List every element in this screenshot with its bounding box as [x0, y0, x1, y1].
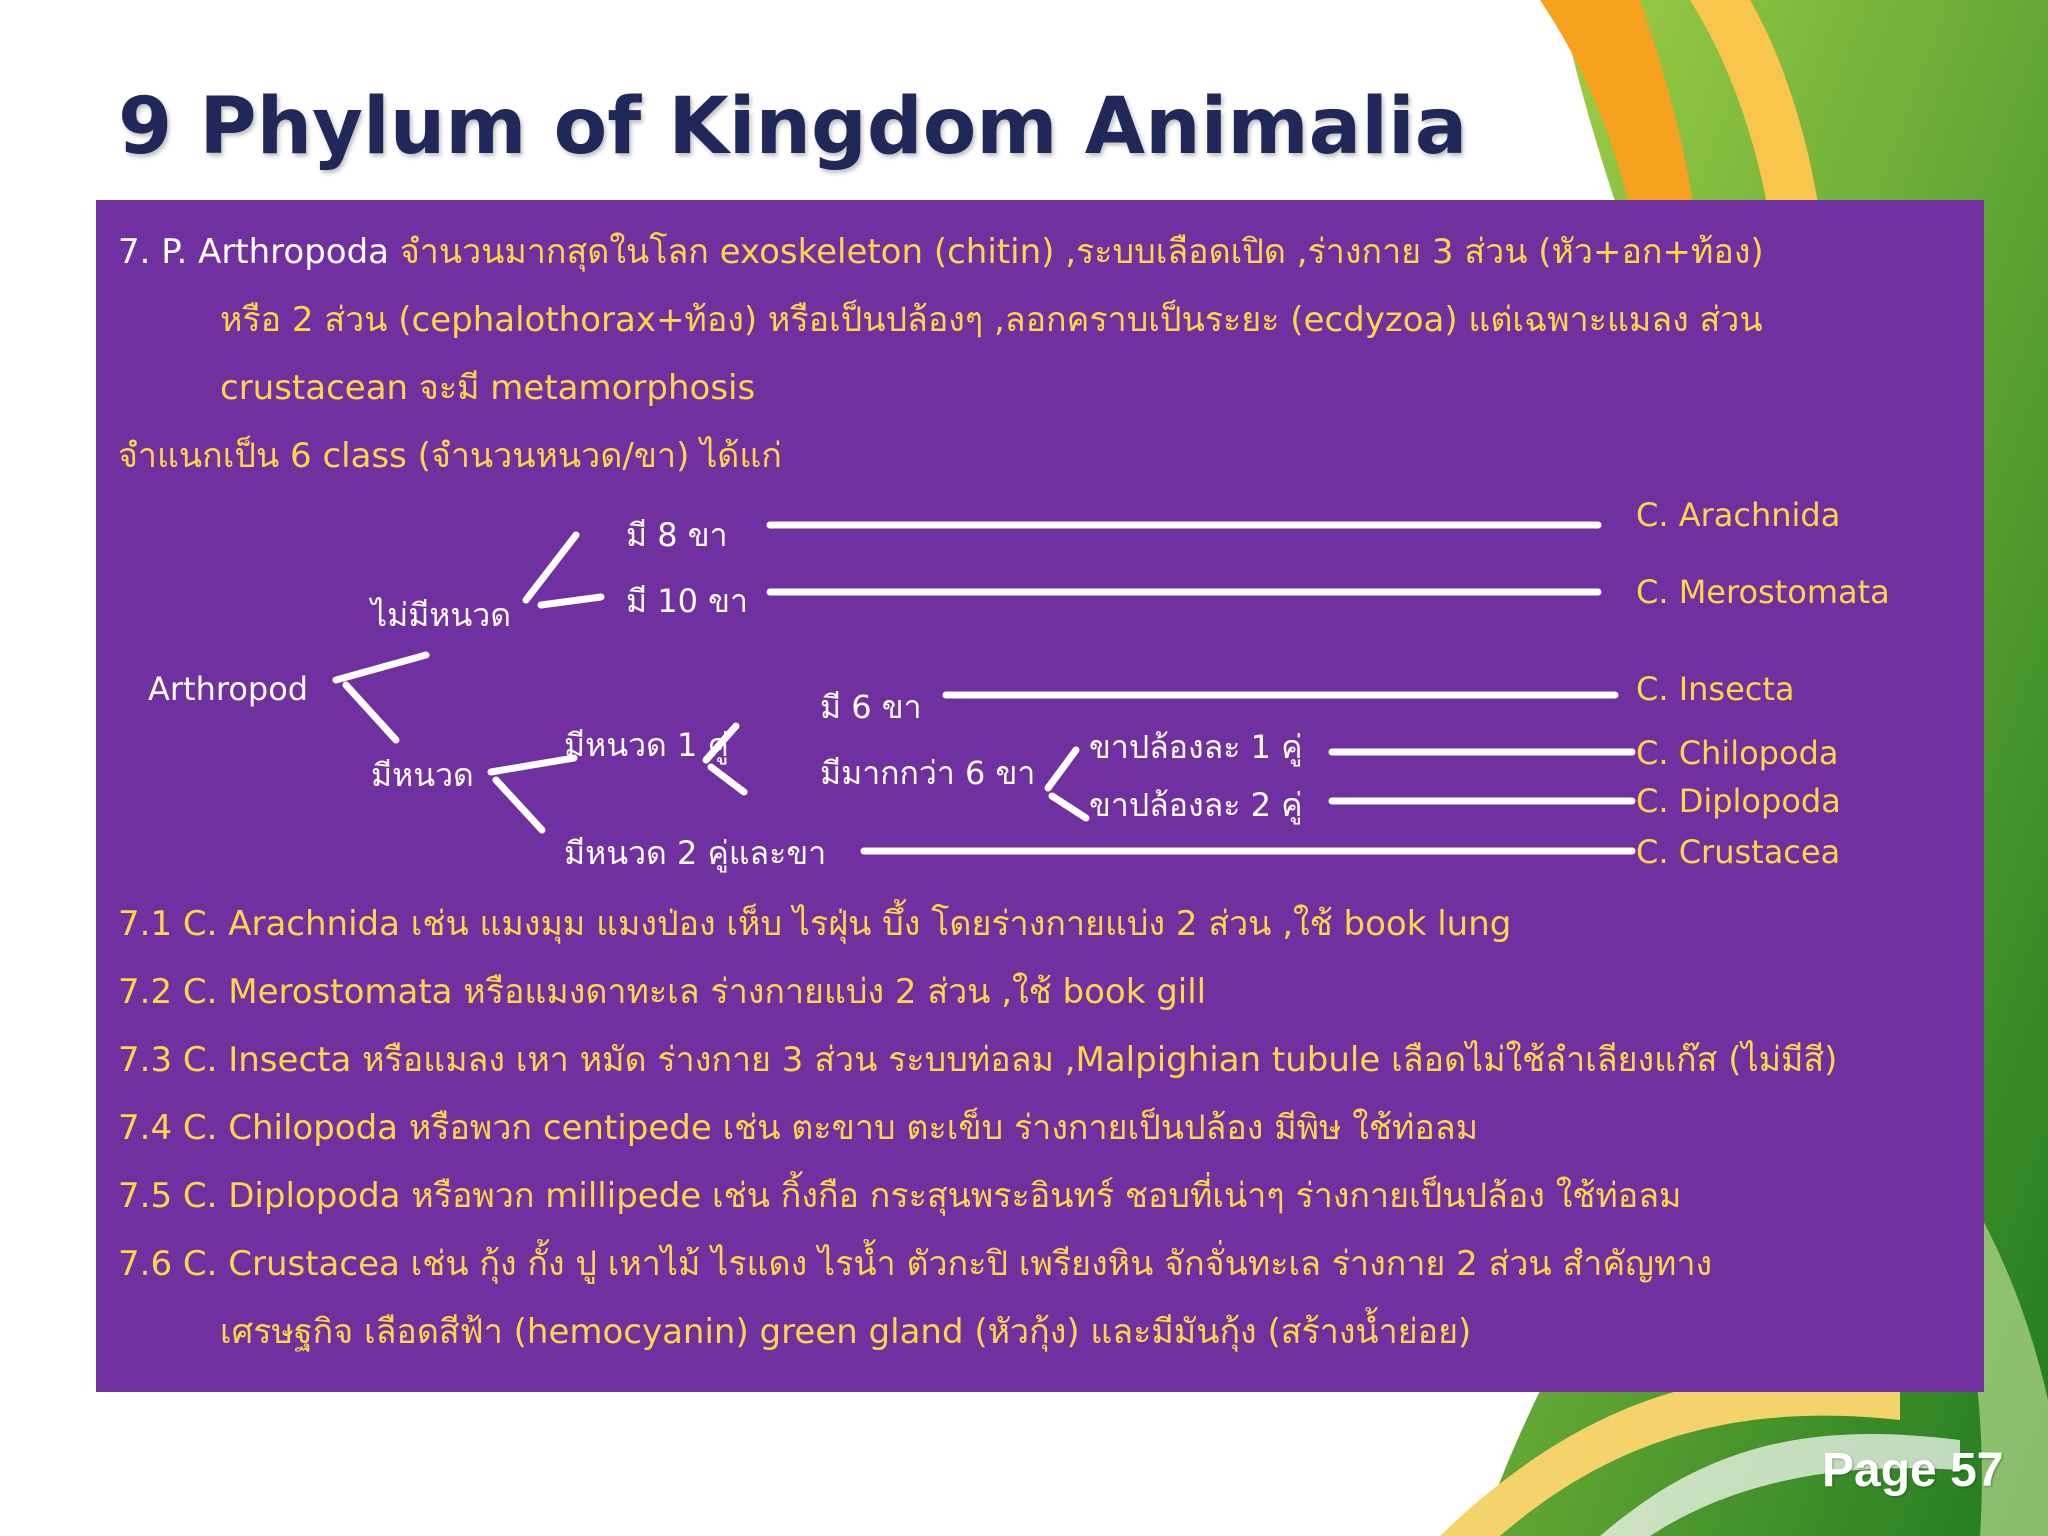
example-line: 7.3 C. Insecta หรือแมลง เหา หมัด ร่างกาย 3 ส่วน ระบบท่อลม ,Malpighian tubule เลือดไม่ใช้ลำเลียงแก๊ส (ไม่มีสี): [118, 1040, 1838, 1080]
intro-line-1-text: จำนวนมากสุดในโลก exoskeleton (chitin) ,ระบบเลือดเปิด ,ร่างกาย 3 ส่วน (หัว+อก+ท้อง): [389, 232, 1764, 272]
slide-title: 9 Phylum of Kingdom Animalia: [118, 82, 1468, 172]
branch-no-antenna-upper: [526, 535, 576, 600]
intro-line-4: จำแนกเป็น 6 class (จำนวนหนวด/ขา) ได้แก่: [118, 436, 782, 476]
class-insecta: C. Insecta: [1636, 670, 1795, 708]
intro-line-1: [118, 218, 1978, 286]
branch-root-lower: [346, 685, 396, 740]
phylum-name: 7. P. Arthropoda: [118, 232, 390, 272]
example-line: 7.1 C. Arachnida เช่น แมงมุม แมงป่อง เห็บ ไรฝุ่น บึ้ง โดยร่างกายแบ่ง 2 ส่วน ,ใช้ book lung: [118, 904, 1512, 944]
pair-2-per-segment-label: ขาปล้องละ 2 คู่: [1089, 786, 1303, 824]
example-line: 7.2 C. Merostomata หรือแมงดาทะเล ร่างกายแบ่ง 2 ส่วน ,ใช้ book gill: [118, 972, 1207, 1012]
class-merostomata: C. Merostomata: [1636, 573, 1890, 611]
example-line: 7.4 C. Chilopoda หรือพวก centipede เช่น ตะขาบ ตะเข็บ ร่างกายเป็นปล้อง มีพิษ ใช้ท่อลม: [118, 1108, 1479, 1148]
tree-root-label: Arthropod: [148, 670, 309, 708]
intro-line-3: crustacean จะมี metamorphosis: [220, 368, 756, 408]
has-antenna-label: มีหนวด: [371, 756, 474, 794]
more-than-6-legs-label: มีมากกว่า 6 ขา: [820, 754, 1036, 792]
intro-line-2: หรือ 2 ส่วน (cephalothorax+ท้อง) หรือเป็นปล้องๆ ,ลอกคราบเป็นระยะ (ecdyzoa) แต่เฉพาะแมลง ส่วน: [220, 300, 1763, 340]
class-crustacea: C. Crustacea: [1636, 833, 1841, 871]
page-number: Page 57: [1822, 1444, 2004, 1497]
branch-no-antenna-lower: [541, 597, 601, 605]
antenna-1-pair-label: มีหนวด 1 คู่: [564, 726, 729, 764]
legs-10-label: มี 10 ขา: [626, 582, 748, 620]
legs-8-label: มี 8 ขา: [626, 516, 728, 554]
phylum-intro: [118, 218, 1978, 490]
class-diplopoda: C. Diplopoda: [1636, 782, 1841, 820]
class-arachnida: C. Arachnida: [1636, 496, 1841, 534]
pair-1-per-segment-label: ขาปล้องละ 1 คู่: [1089, 728, 1303, 766]
branch-more-legs-upper: [1048, 750, 1076, 788]
legs-6-label: มี 6 ขา: [820, 688, 922, 726]
branch-root-upper: [336, 655, 426, 680]
example-line: เศรษฐกิจ เลือดสีฟ้า (hemocyanin) green gland (หัวกุ้ง) และมีมันกุ้ง (สร้างน้ำย่อย): [220, 1312, 1472, 1352]
example-line: 7.6 C. Crustacea เช่น กุ้ง กั้ง ปู เหาไม้ ไรแดง ไรน้ำ ตัวกะปิ เพรียงหิน จักจั่นทะเล ร่างกาย 2 ส่วน สำคัญทาง: [118, 1244, 1713, 1284]
example-line: 7.5 C. Diplopoda หรือพวก millipede เช่น กิ้งกือ กระสุนพระอินทร์ ชอบที่เน่าๆ ร่างกายเป็นปล้อง ใช้ท่อลม: [118, 1176, 1682, 1216]
branch-has-antenna-upper: [491, 758, 574, 772]
class-examples: [118, 890, 1978, 1366]
branch-more-legs-lower: [1052, 796, 1086, 818]
branch-has-antenna-lower: [496, 780, 542, 830]
classification-tree: [96, 480, 1984, 880]
content-panel: [96, 200, 1984, 1392]
class-chilopoda: C. Chilopoda: [1636, 734, 1839, 772]
no-antenna-label: ไม่มีหนวด: [371, 596, 511, 634]
antenna-2-pair-label: มีหนวด 2 คู่และขา: [564, 834, 827, 872]
